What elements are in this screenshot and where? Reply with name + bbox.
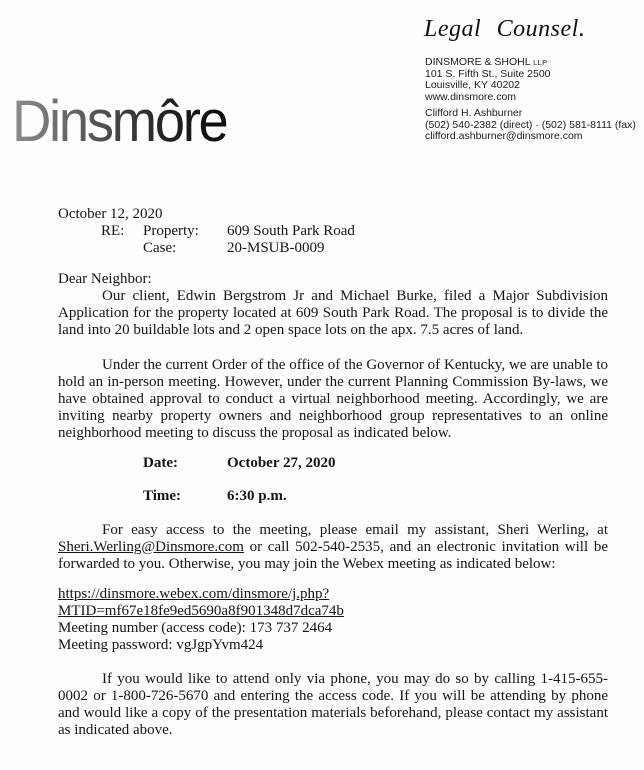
webex-url-link[interactable]: https://dinsmore.webex.com/dinsmore/j.php?MTID=mf67e18fe9ed5690a8f901348d7dca74b bbox=[58, 586, 344, 619]
firm-name-line bbox=[425, 57, 551, 69]
meeting-password-line: Meeting password: vgJgpYvm424 bbox=[58, 637, 264, 653]
firm-website: www.dinsmore.com bbox=[425, 90, 517, 103]
firm-address-line2: Louisville, KY 40202 bbox=[425, 79, 520, 91]
attorney-email: clifford.ashburner@dinsmore.com bbox=[425, 130, 583, 142]
re-case-label: Case: bbox=[143, 240, 177, 256]
dinsmore-logo: Dinsmôre bbox=[12, 89, 227, 154]
meeting-time-label: Time: bbox=[143, 488, 182, 504]
body-paragraph-2: Under the current Order of the office of the Governor of Kentucky, we are unable to hold an in-person meeting. However, under the current Planning Commission By-laws, we have obtained approval to conduct a virtual neighborhood meeting. Accordingly, we are inviting nearby property owners and neighborhood group representatives to an online neighborhood meeting to discuss the proposal as indicated below. bbox=[58, 357, 608, 441]
paragraph-3-text-before: For easy access to the meeting, please email my assistant, Sheri Werling, at bbox=[102, 522, 608, 538]
salutation: Dear Neighbor: bbox=[58, 271, 152, 287]
letter-body bbox=[58, 206, 608, 757]
body-paragraph-4: If you would like to attend only via phone, you may do so by calling 1-415-655-0002 or 1-800-726-5670 and entering the access code. If you will be attending by phone and would like a copy of the presentation materials beforehand, please contact my assistant as indicated above. bbox=[58, 671, 608, 738]
re-case-value: 20-MSUB-0009 bbox=[227, 240, 325, 256]
firm-info-block bbox=[425, 57, 551, 103]
meeting-time-row bbox=[143, 488, 608, 505]
attorney-name: Clifford H. Ashburner bbox=[425, 107, 523, 119]
legal-counsel-tagline: Legal Counsel. bbox=[424, 16, 586, 42]
body-paragraph-3 bbox=[58, 522, 608, 573]
re-property-label: Property: bbox=[143, 223, 199, 239]
firm-name-suffix: LLP bbox=[533, 58, 548, 67]
body-paragraph-1: Our client, Edwin Bergstrom Jr and Michael Burke, filed a Major Subdivision Application for the property located at 609 South Park Road. The proposal is to divide the land into 20 buildable lots and 2 open space lots on the apx. 7.5 acres of land. bbox=[58, 288, 608, 338]
attorney-phone-line: (502) 540-2382 (direct) · (502) 581-8111 (fax) bbox=[425, 118, 636, 131]
re-label: RE: bbox=[101, 223, 125, 239]
re-block bbox=[58, 223, 608, 257]
meeting-info-block bbox=[58, 455, 608, 505]
webex-url-line bbox=[58, 586, 608, 620]
assistant-email-link[interactable]: Sheri.Werling@Dinsmore.com bbox=[58, 539, 244, 555]
meeting-date-row bbox=[143, 455, 608, 472]
attorney-contact-block bbox=[425, 108, 636, 143]
meeting-date-value: October 27, 2020 bbox=[227, 455, 336, 471]
paragraph-3-text-after: or call 502-540-2535, and an electronic invitation will be forwarded to you. Otherwise, you may join the Webex meeting as indicated below: bbox=[58, 539, 608, 572]
meeting-time-value: 6:30 p.m. bbox=[227, 488, 287, 504]
re-property-value: 609 South Park Road bbox=[227, 223, 355, 239]
firm-address-line1: 101 S. Fifth St., Suite 2500 bbox=[425, 67, 551, 80]
re-spacer bbox=[101, 240, 143, 257]
letter-date: October 12, 2020 bbox=[58, 206, 163, 222]
firm-name: DINSMORE & SHOHL bbox=[425, 56, 531, 68]
meeting-date-label: Date: bbox=[143, 455, 178, 471]
meeting-number-line: Meeting number (access code): 173 737 2464 bbox=[58, 620, 333, 636]
